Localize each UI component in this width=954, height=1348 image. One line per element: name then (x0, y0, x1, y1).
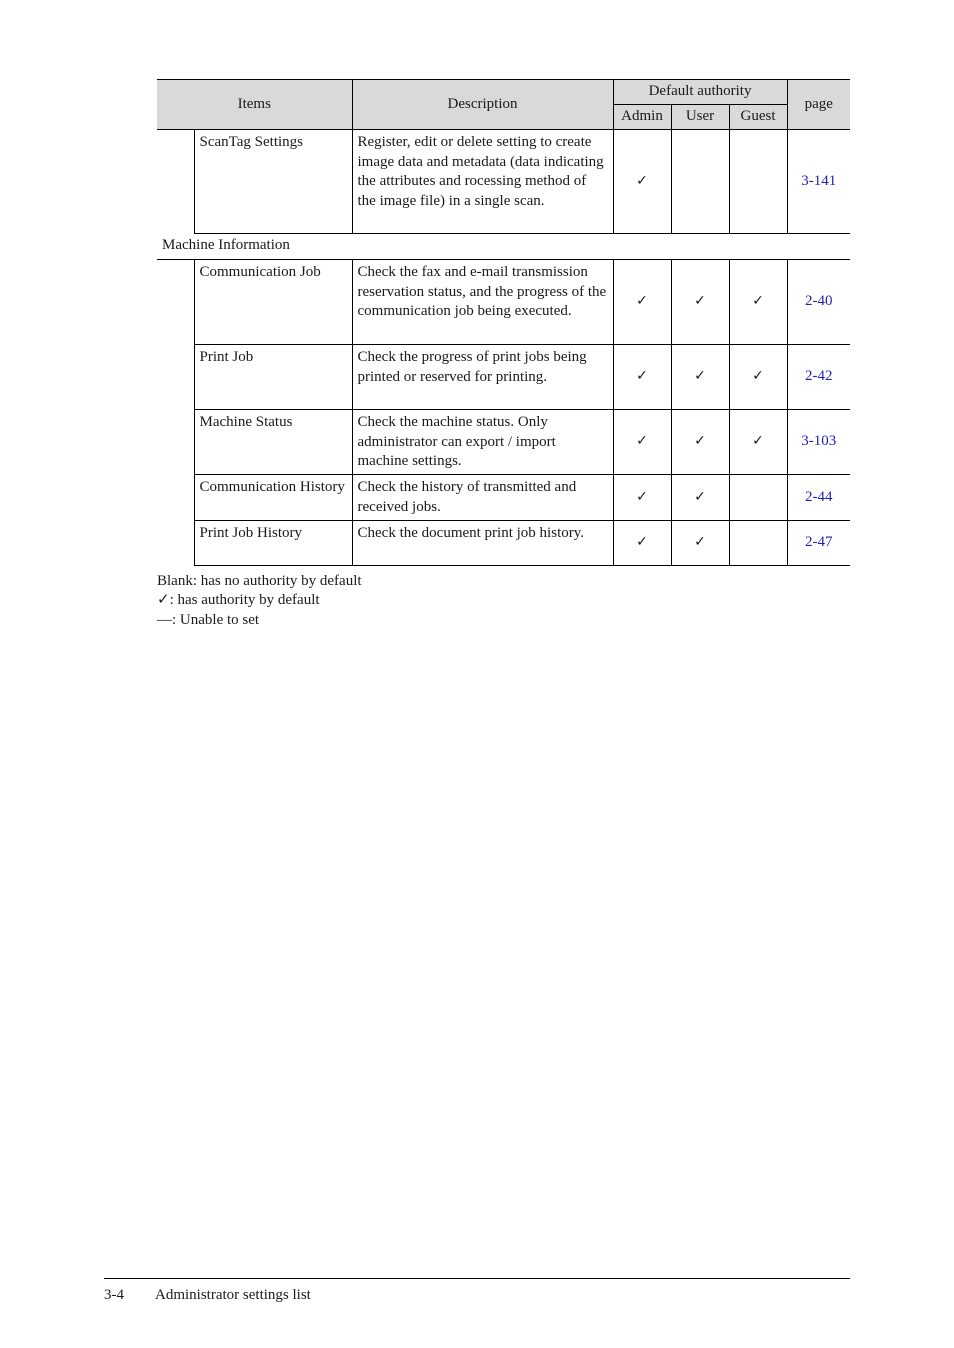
page-link[interactable]: 3-103 (801, 433, 837, 450)
footer-title: Administrator settings list (155, 1287, 311, 1303)
row-item: Print Job History (194, 521, 352, 566)
page-footer (104, 1286, 311, 1305)
row-item: Print Job (194, 345, 352, 410)
table-row (157, 521, 850, 566)
admin-settings-table (157, 79, 850, 566)
header-admin: Admin (613, 105, 671, 130)
user-check-icon: ✓ (671, 345, 729, 410)
page-link[interactable]: 3-141 (801, 172, 837, 189)
admin-check-icon: ✓ (613, 475, 671, 521)
row-description: Register, edit or delete setting to create image data and metadata (data indicating the attributes and rocessing method of the image file) in a single scan. (352, 130, 613, 234)
admin-check-icon: ✓ (613, 345, 671, 410)
guest-check-icon: ✓ (729, 410, 787, 475)
user-check-icon: ✓ (671, 475, 729, 521)
header-description: Description (352, 80, 613, 130)
row-item: Machine Status (194, 410, 352, 475)
table-row (157, 345, 850, 410)
header-default-authority: Default authority (613, 80, 787, 105)
user-check-cell (671, 130, 729, 234)
row-description: Check the fax and e-mail transmission reservation status, and the progress of the communication job being executed. (352, 260, 613, 345)
admin-check-icon: ✓ (613, 130, 671, 234)
page-link[interactable]: 2-47 (805, 534, 833, 551)
guest-check-cell (729, 521, 787, 566)
header-guest: Guest (729, 105, 787, 130)
admin-check-icon: ✓ (613, 410, 671, 475)
legend (157, 572, 362, 630)
page-link[interactable]: 2-44 (805, 488, 833, 505)
legend-dash: —: Unable to set (157, 611, 260, 628)
page-link[interactable]: 2-42 (805, 368, 833, 385)
user-check-icon: ✓ (671, 410, 729, 475)
legend-check: ✓: has authority by default (157, 592, 320, 609)
page-link[interactable]: 2-40 (805, 293, 833, 310)
admin-check-icon: ✓ (613, 260, 671, 345)
row-description: Check the document print job history. (352, 521, 613, 566)
table-row (157, 410, 850, 475)
header-items: Items (157, 80, 352, 130)
guest-check-icon: ✓ (729, 260, 787, 345)
footer-page-number: 3-4 (104, 1287, 124, 1303)
table-row (157, 130, 850, 234)
row-item: Communication Job (194, 260, 352, 345)
row-description: Check the progress of print jobs being printed or reserved for printing. (352, 345, 613, 410)
header-page: page (787, 80, 850, 130)
row-description: Check the machine status. Only administrator can export / import machine settings. (352, 410, 613, 475)
user-check-icon: ✓ (671, 521, 729, 566)
legend-blank: Blank: has no authority by default (157, 573, 362, 589)
row-item: ScanTag Settings (194, 130, 352, 234)
admin-check-icon: ✓ (613, 521, 671, 566)
guest-check-cell (729, 130, 787, 234)
row-item: Communication History (194, 475, 352, 521)
header-user: User (671, 105, 729, 130)
table-row (157, 475, 850, 521)
guest-check-icon: ✓ (729, 345, 787, 410)
section-row (157, 234, 850, 260)
user-check-icon: ✓ (671, 260, 729, 345)
section-label: Machine Information (157, 234, 850, 260)
guest-check-cell (729, 475, 787, 521)
footer-divider (104, 1278, 850, 1279)
table-row (157, 260, 850, 345)
row-description: Check the history of transmitted and received jobs. (352, 475, 613, 521)
